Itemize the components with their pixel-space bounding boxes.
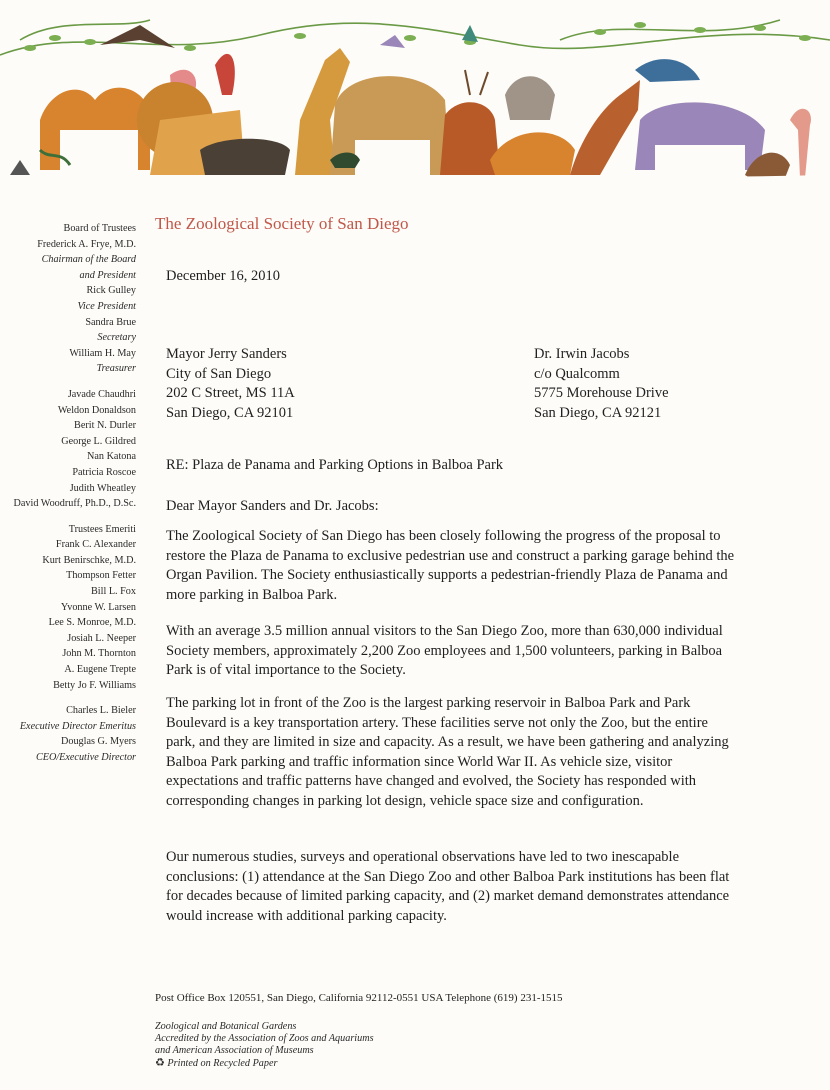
board-line: and President — [79, 269, 136, 281]
trustee-name: George L. Gildred — [61, 435, 136, 447]
organization-name: The Zoological Society of San Diego — [155, 214, 409, 233]
emeriti-line: Betty Jo F. Williams — [53, 679, 136, 691]
board-line: Rick Gulley — [86, 285, 136, 297]
board-line: Chairman of the Board — [41, 254, 136, 266]
footer-recycled-line — [155, 1057, 374, 1070]
address-line: Dr. Irwin Jacobs — [534, 346, 630, 362]
emeriti-line: Frank C. Alexander — [55, 539, 136, 551]
board-officers-list — [0, 221, 136, 377]
letter-date: December 16, 2010 — [166, 268, 280, 284]
trustee-name: Berit N. Durler — [74, 420, 136, 432]
board-line: Board of Trustees — [63, 223, 136, 234]
executives-list — [0, 703, 136, 765]
animal-banner-illustration — [0, 0, 830, 195]
trustee-name: Javade Chaudhri — [67, 388, 136, 400]
executive-line: Douglas G. Myers — [61, 736, 136, 748]
footer-line: Accredited by the Association of Zoos and Aquariums — [155, 1033, 374, 1044]
trustee-name: Judith Wheatley — [69, 482, 136, 494]
footer-line: Zoological and Botanical Gardens — [155, 1021, 297, 1032]
body-paragraph: With an average 3.5 million annual visitors to the San Diego Zoo, more than 630,000 individual Society members, approximately 2,200 Zoo employees and 1,500 volunteers, parking in Balboa Park is of vital importance to the Society. — [166, 623, 723, 679]
address-line: 202 C Street, MS 11A — [166, 385, 295, 401]
trustees-list — [0, 387, 136, 512]
body-paragraph: Our numerous studies, surveys and operational observations have led to two inescapable conclusions: (1) attendance at the San Diego Zoo and other Balboa Park institutions has been flat for decades because of limited parking capacity, and (2) market demand demonstrates attendance would increase with additional parking capacity. — [166, 849, 730, 924]
emeriti-line: Lee S. Monroe, M.D. — [48, 617, 136, 629]
address-line: City of San Diego — [166, 365, 272, 382]
address-line: c/o Qualcomm — [534, 365, 620, 382]
footer-contact: Post Office Box 120551, San Diego, California 92112-0551 USA Telephone (619) 231-1515 — [155, 992, 563, 1004]
board-line: Treasurer — [96, 363, 136, 375]
recipient-address-right — [534, 345, 669, 423]
emeriti-line: Kurt Benirschke, M.D. — [42, 554, 136, 566]
footer-accreditation — [155, 1021, 374, 1070]
trustee-name: Nan Katona — [87, 451, 136, 463]
trustees-emeriti-list — [0, 522, 136, 694]
body-paragraph: The Zoological Society of San Diego has been closely following the progress of the proposal to restore the Plaza de Panama to exclusive pedestrian use and construct a parking garage behind the Organ Pavilion. The Society enthusiastically supports a pedestrian-friendly Plaza de Panama and more parking in Balboa Park. — [166, 528, 735, 603]
emeriti-line: John M. Thornton — [62, 648, 136, 660]
recycle-icon: ♻ — [155, 1057, 165, 1069]
emeriti-line: Bill L. Fox — [90, 586, 136, 598]
emeriti-line: Thompson Fetter — [66, 570, 136, 582]
emeriti-line: Trustees Emeriti — [68, 523, 136, 535]
executive-line: CEO/Executive Director — [35, 752, 136, 763]
address-line: San Diego, CA 92121 — [534, 404, 662, 421]
emeriti-line: Josiah L. Neeper — [67, 632, 136, 644]
address-line: Mayor Jerry Sanders — [166, 346, 287, 362]
trustee-name: Patricia Roscoe — [72, 466, 136, 478]
body-paragraph: The parking lot in front of the Zoo is the largest parking reservoir in Balboa Park and Park Boulevard is a key transportation artery. These facilities serve not only the Zoo, but the entire park, and they are limited in size and capacity. As a result, we have been gathering and analyzing Balboa Park parking and traffic information since World War II. As vehicle size, visitor expectations and traffic patterns have changed and evolved, the Society has responded with corresponding changes in parking lot design, vehicle space size and configuration. — [166, 695, 729, 809]
address-line: 5775 Morehouse Drive — [534, 385, 669, 401]
address-line: San Diego, CA 92101 — [166, 404, 294, 421]
board-line: Frederick A. Frye, M.D. — [37, 238, 136, 250]
board-of-trustees-sidebar — [0, 221, 136, 766]
trustee-name: Weldon Donaldson — [57, 404, 136, 416]
recipient-address-left — [166, 345, 295, 423]
executive-line: Executive Director Emeritus — [19, 720, 136, 732]
subject-line: RE: Plaza de Panama and Parking Options in Balboa Park — [166, 457, 504, 473]
board-line: William H. May — [69, 347, 136, 359]
recycled-paper-note: Printed on Recycled Paper — [167, 1058, 278, 1069]
board-line: Vice President — [77, 300, 136, 312]
board-line: Sandra Brue — [85, 316, 136, 328]
footer-line: and American Association of Museums — [155, 1045, 314, 1056]
trustee-name: David Woodruff, Ph.D., D.Sc. — [13, 498, 136, 510]
emeriti-line: Yvonne W. Larsen — [60, 601, 136, 613]
board-line: Secretary — [97, 332, 136, 344]
executive-line: Charles L. Bieler — [66, 705, 136, 717]
emeriti-line: A. Eugene Trepte — [64, 664, 136, 676]
salutation: Dear Mayor Sanders and Dr. Jacobs: — [166, 498, 379, 514]
